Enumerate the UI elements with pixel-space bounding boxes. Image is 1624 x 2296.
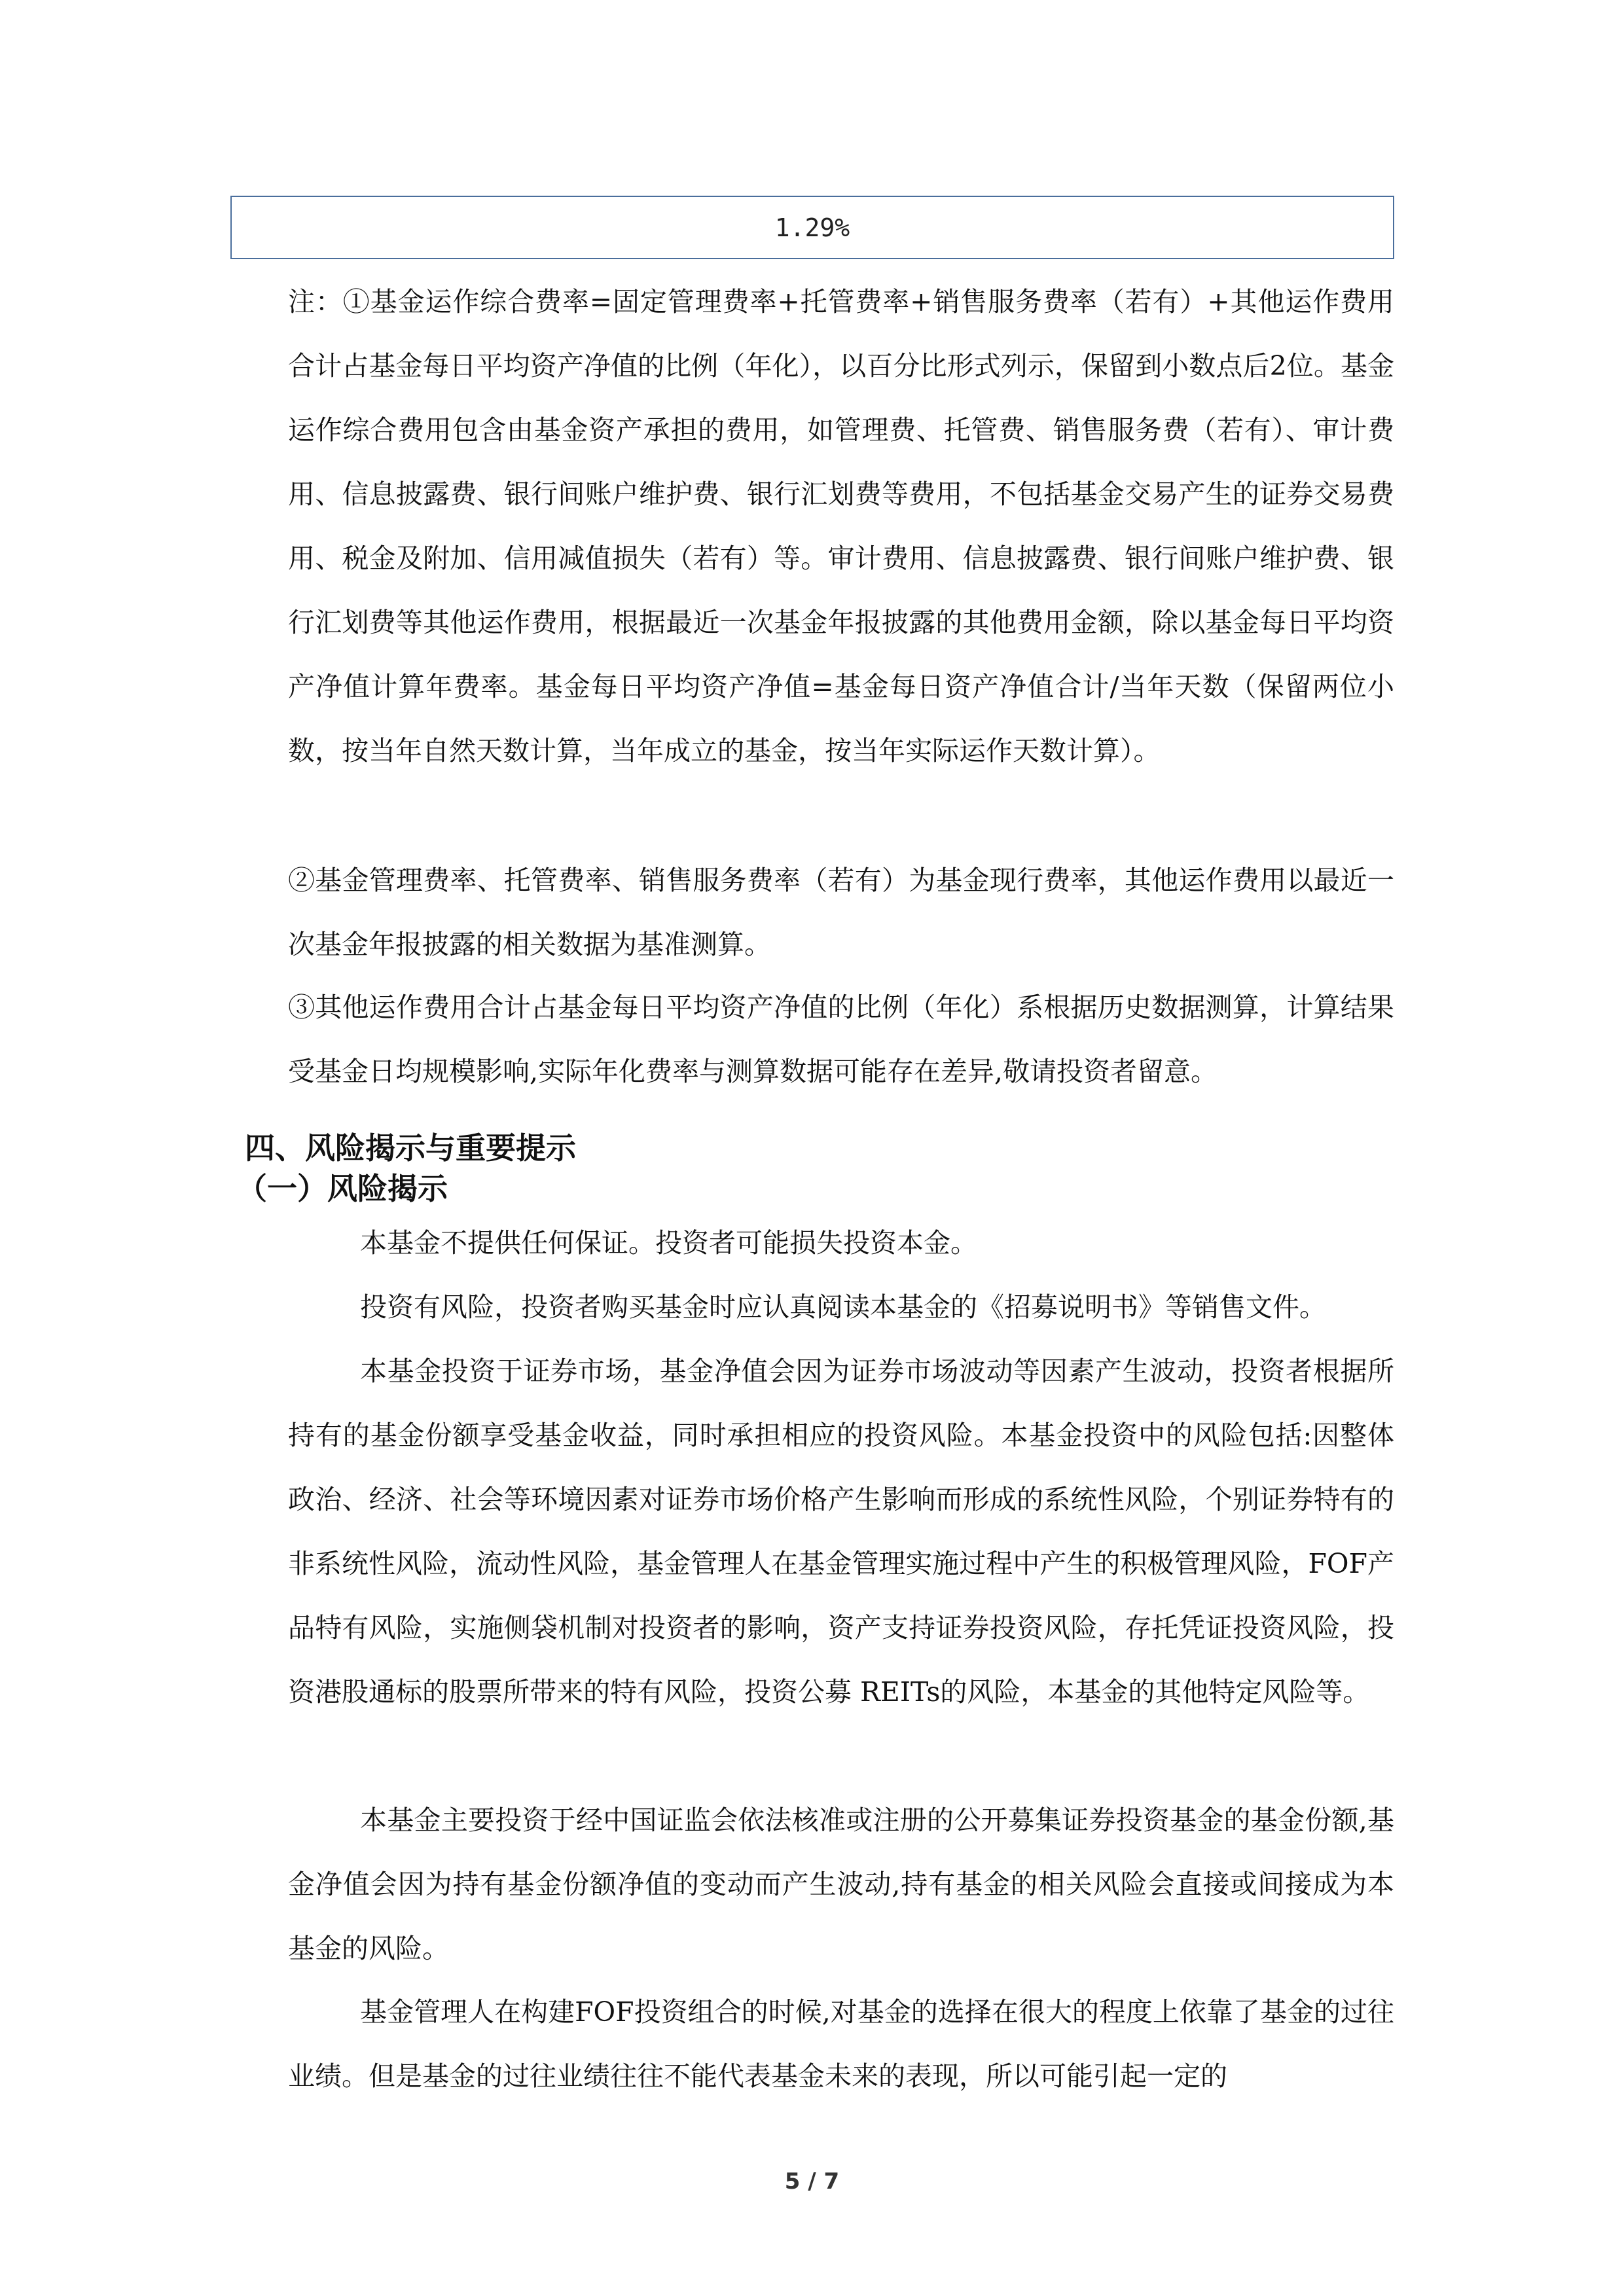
section-heading: 四、风险揭示与重要提示 bbox=[245, 1130, 576, 1166]
risk-paragraph-5: 基金管理人在构建FOF投资组合的时候,对基金的选择在很大的程度上依靠了基金的过往业绩。但是基金的过往业绩往往不能代表基金未来的表现，所以可能引起一定的 bbox=[288, 1996, 1394, 2092]
risk-paragraph-4: 本基金主要投资于经中国证监会依法核准或注册的公开募集证券投资基金的基金份额,基金净值会因为持有基金份额净值的变动而产生波动,持有基金的相关风险会直接或间接成为本基金的风险。 bbox=[288, 1804, 1394, 1964]
note-1: 注：①基金运作综合费率=固定管理费率+托管费率+销售服务费率（若有）+其他运作费用合计占基金每日平均资产净值的比例（年化），以百分比形式列示，保留到小数点后2位。基金运作综合费用包含由基金资产承担的费用，如管理费、托管费、销售服务费（若有）、审计费用、信息披露费、银行间账户维护费、银行汇划费等费用，不包括基金交易产生的证券交易费用、税金及附加、信用减值损失（若有）等。审计费用、信息披露费、银行间账户维护费、银行汇划费等其他运作费用，根据最近一次基金年报披露的其他费用金额，除以基金每日平均资产净值计算年费率。基金每日平均资产净值=基金每日资产净值合计/当年天数（保留两位小数，按当年自然天数计算，当年成立的基金，按当年实际运作天数计算）。 bbox=[288, 286, 1394, 766]
note-3: ③其他运作费用合计占基金每日平均资产净值的比例（年化）系根据历史数据测算，计算结果受基金日均规模影响,实际年化费率与测算数据可能存在差异,敬请投资者留意。 bbox=[288, 992, 1394, 1087]
risk-paragraph-1: 本基金不提供任何保证。投资者可能损失投资本金。 bbox=[360, 1227, 977, 1259]
total-rate-value: 1.29% bbox=[774, 213, 850, 242]
page-number: 5 / 7 bbox=[784, 2168, 840, 2195]
note-2: ②基金管理费率、托管费率、销售服务费率（若有）为基金现行费率，其他运作费用以最近一次基金年报披露的相关数据为基准测算。 bbox=[288, 865, 1394, 960]
total-rate-cell bbox=[230, 196, 1394, 259]
risk-paragraph-3: 本基金投资于证券市场，基金净值会因为证券市场波动等因素产生波动，投资者根据所持有的基金份额享受基金收益，同时承担相应的投资风险。本基金投资中的风险包括:因整体政治、经济、社会等环境因素对证券市场价格产生影响而形成的系统性风险，个别证券特有的非系统性风险，流动性风险，基金管理人在基金管理实施过程中产生的积极管理风险，FOF产品特有风险，实施侧袋机制对投资者的影响，资产支持证券投资风险，存托凭证投资风险，投资港股通标的股票所带来的特有风险，投资公募 REITs的风险，本基金的其他特定风险等。 bbox=[288, 1355, 1394, 1708]
subsection-heading: （一）风险揭示 bbox=[237, 1171, 448, 1206]
risk-paragraph-2: 投资有风险，投资者购买基金时应认真阅读本基金的《招募说明书》等销售文件。 bbox=[360, 1291, 1326, 1323]
